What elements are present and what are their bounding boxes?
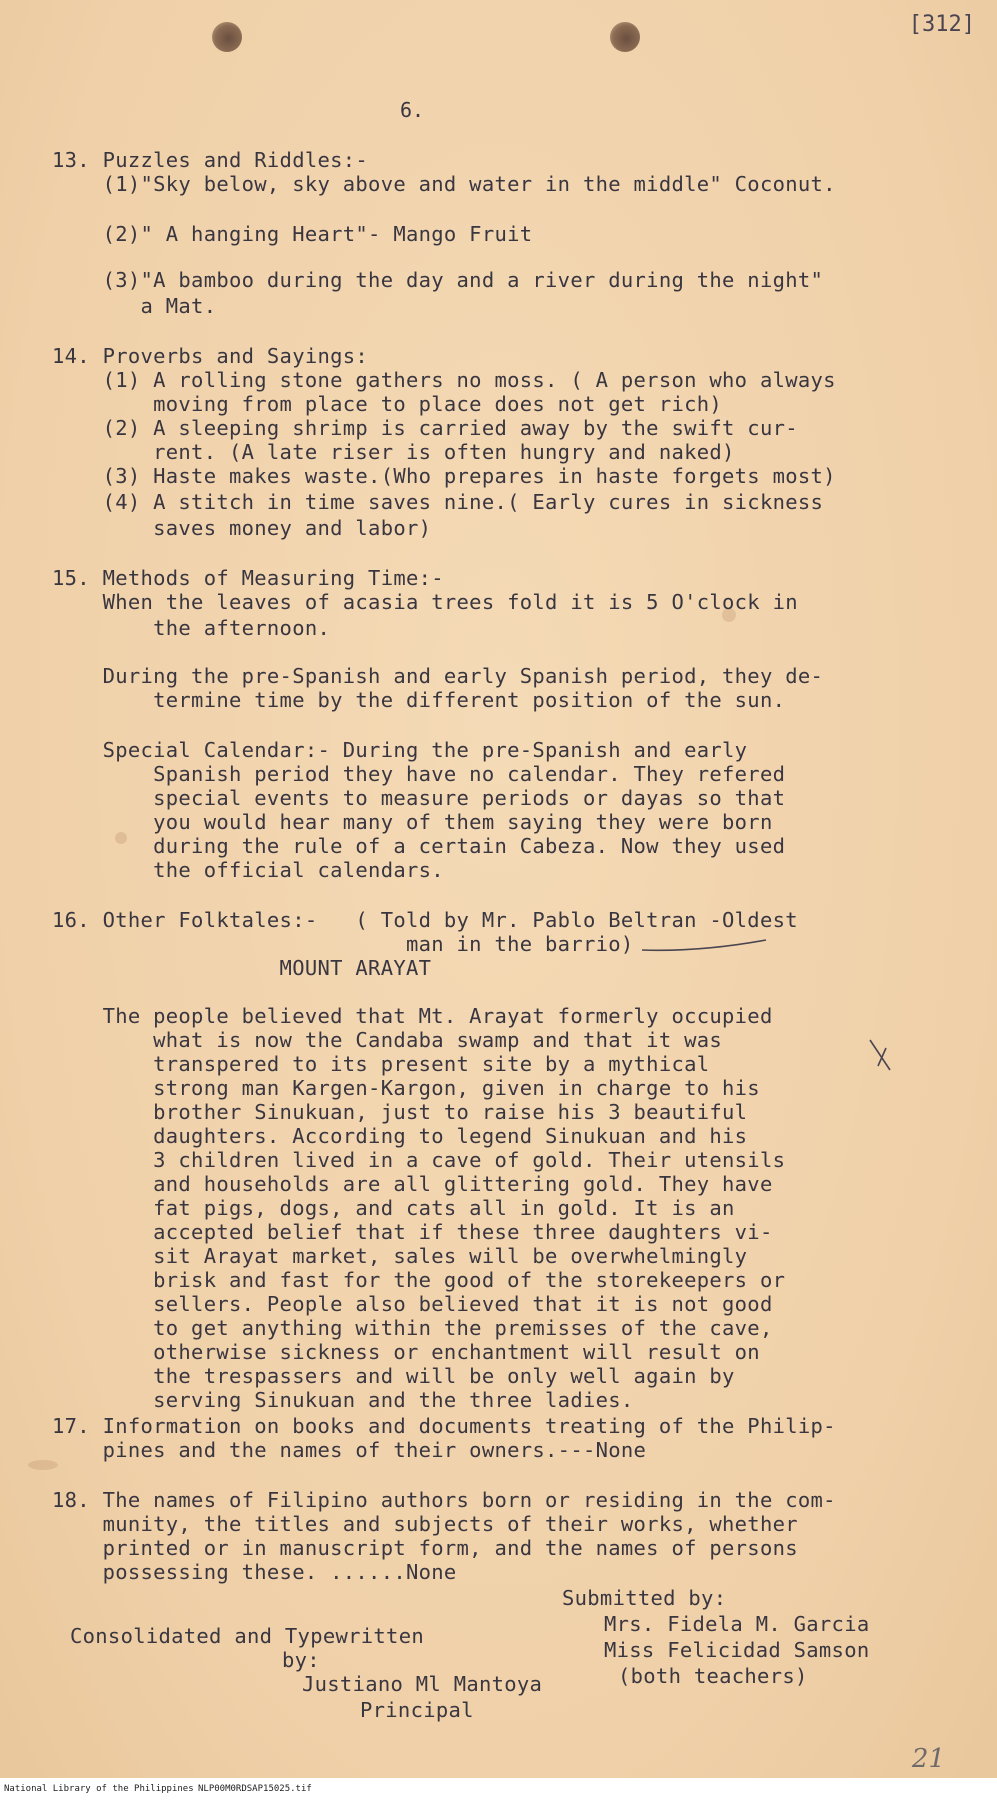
submitted-by-label: Submitted by: (562, 1586, 727, 1610)
text-line: brisk and fast for the good of the storekeepers or (52, 1268, 786, 1292)
page-number: 6. (400, 98, 425, 122)
text-line: fat pigs, dogs, and cats all in gold. It is an (52, 1196, 735, 1220)
text-line: sit Arayat market, sales will be overwhelmingly (52, 1244, 748, 1268)
principal-name: Justiano Ml Mantoya (302, 1672, 543, 1696)
text-line: pines and the names of their owners.---None (52, 1438, 647, 1462)
text-line: the trespassers and will be only well again by (52, 1364, 735, 1388)
text-line: accepted belief that if these three daughters vi- (52, 1220, 773, 1244)
text-line: (4) A stitch in time saves nine.( Early cures in sickness (52, 490, 824, 514)
text-line: saves money and labor) (52, 516, 432, 540)
text-line: 3 children lived in a cave of gold. Their utensils (52, 1148, 786, 1172)
footer-left-text: National Library of the Philippines (4, 1784, 194, 1794)
pen-check-mark (866, 1036, 896, 1076)
by-label: by: (282, 1648, 320, 1672)
text-line: (2)" A hanging Heart"- Mango Fruit (52, 222, 533, 246)
text-line: and households are all glittering gold. They have (52, 1172, 773, 1196)
text-line: 13. Puzzles and Riddles:- (52, 148, 369, 172)
text-line: otherwise sickness or enchantment will result on (52, 1340, 760, 1364)
text-line: sellers. People also believed that it is not good (52, 1292, 773, 1316)
text-line: 18. The names of Filipino authors born or residing in the com- (52, 1488, 836, 1512)
text-line: munity, the titles and subjects of their works, whether (52, 1512, 798, 1536)
text-line: 16. Other Folktales:- ( Told by Mr. Pablo Beltran -Oldest (52, 908, 798, 932)
text-line: 17. Information on books and documents treating of the Philip- (52, 1414, 836, 1438)
signatory-role: (both teachers) (618, 1664, 808, 1688)
text-line: man in the barrio) (52, 932, 634, 956)
text-line: (1)"Sky below, sky above and water in the middle" Coconut. (52, 172, 836, 196)
text-line: possessing these. ......None (52, 1560, 457, 1584)
text-line: Special Calendar:- During the pre-Spanish and early (52, 738, 748, 762)
consolidated-label: Consolidated and Typewritten (70, 1624, 424, 1648)
scan-footer (0, 1778, 997, 1800)
text-line: The people believed that Mt. Arayat formerly occupied (52, 1004, 773, 1028)
text-line: printed or in manuscript form, and the names of persons (52, 1536, 798, 1560)
text-line: moving from place to place does not get rich) (52, 392, 723, 416)
text-line: serving Sinukuan and the three ladies. (52, 1388, 634, 1412)
signatory-name: Mrs. Fidela M. Garcia (604, 1612, 870, 1636)
text-line: When the leaves of acasia trees fold it is 5 O'clock in (52, 590, 798, 614)
text-line: a Mat. (52, 294, 217, 318)
footer-file-name: NLP00M0RDSAP15025.tif (198, 1784, 312, 1794)
text-line: 15. Methods of Measuring Time:- (52, 566, 444, 590)
text-line: brother Sinukuan, just to raise his 3 beautiful (52, 1100, 748, 1124)
text-line: During the pre-Spanish and early Spanish period, they de- (52, 664, 824, 688)
pencil-mark: 21 (911, 1744, 945, 1774)
signatory-name: Miss Felicidad Samson (604, 1638, 870, 1662)
text-line: transpered to its present site by a mythical (52, 1052, 710, 1076)
text-line: 14. Proverbs and Sayings: (52, 344, 369, 368)
punch-hole (610, 22, 640, 52)
text-line: rent. (A late riser is often hungry and naked) (52, 440, 735, 464)
text-line: special events to measure periods or dayas so that (52, 786, 786, 810)
text-line: (3)"A bamboo during the day and a river during the night" (52, 268, 824, 292)
principal-title: Principal (360, 1698, 474, 1722)
text-line: strong man Kargen-Kargon, given in charge to his (52, 1076, 760, 1100)
text-line: daughters. According to legend Sinukuan and his (52, 1124, 748, 1148)
text-line: during the rule of a certain Cabeza. Now they used (52, 834, 786, 858)
pen-underline (640, 936, 770, 956)
text-line: what is now the Candaba swamp and that it was (52, 1028, 723, 1052)
text-line: (3) Haste makes waste.(Who prepares in haste forgets most) (52, 464, 836, 488)
text-line: (1) A rolling stone gathers no moss. ( A person who always (52, 368, 836, 392)
folktale-title: MOUNT ARAYAT (52, 956, 432, 980)
punch-hole (212, 22, 242, 52)
text-line: termine time by the different position of the sun. (52, 688, 786, 712)
text-line: to get anything within the premisses of the cave, (52, 1316, 773, 1340)
text-line: Spanish period they have no calendar. They refered (52, 762, 786, 786)
text-line: the afternoon. (52, 616, 331, 640)
text-line: the official calendars. (52, 858, 444, 882)
text-line: you would hear many of them saying they were born (52, 810, 773, 834)
text-line: (2) A sleeping shrimp is carried away by the swift cur- (52, 416, 798, 440)
archive-stamp: [312] (908, 12, 975, 37)
